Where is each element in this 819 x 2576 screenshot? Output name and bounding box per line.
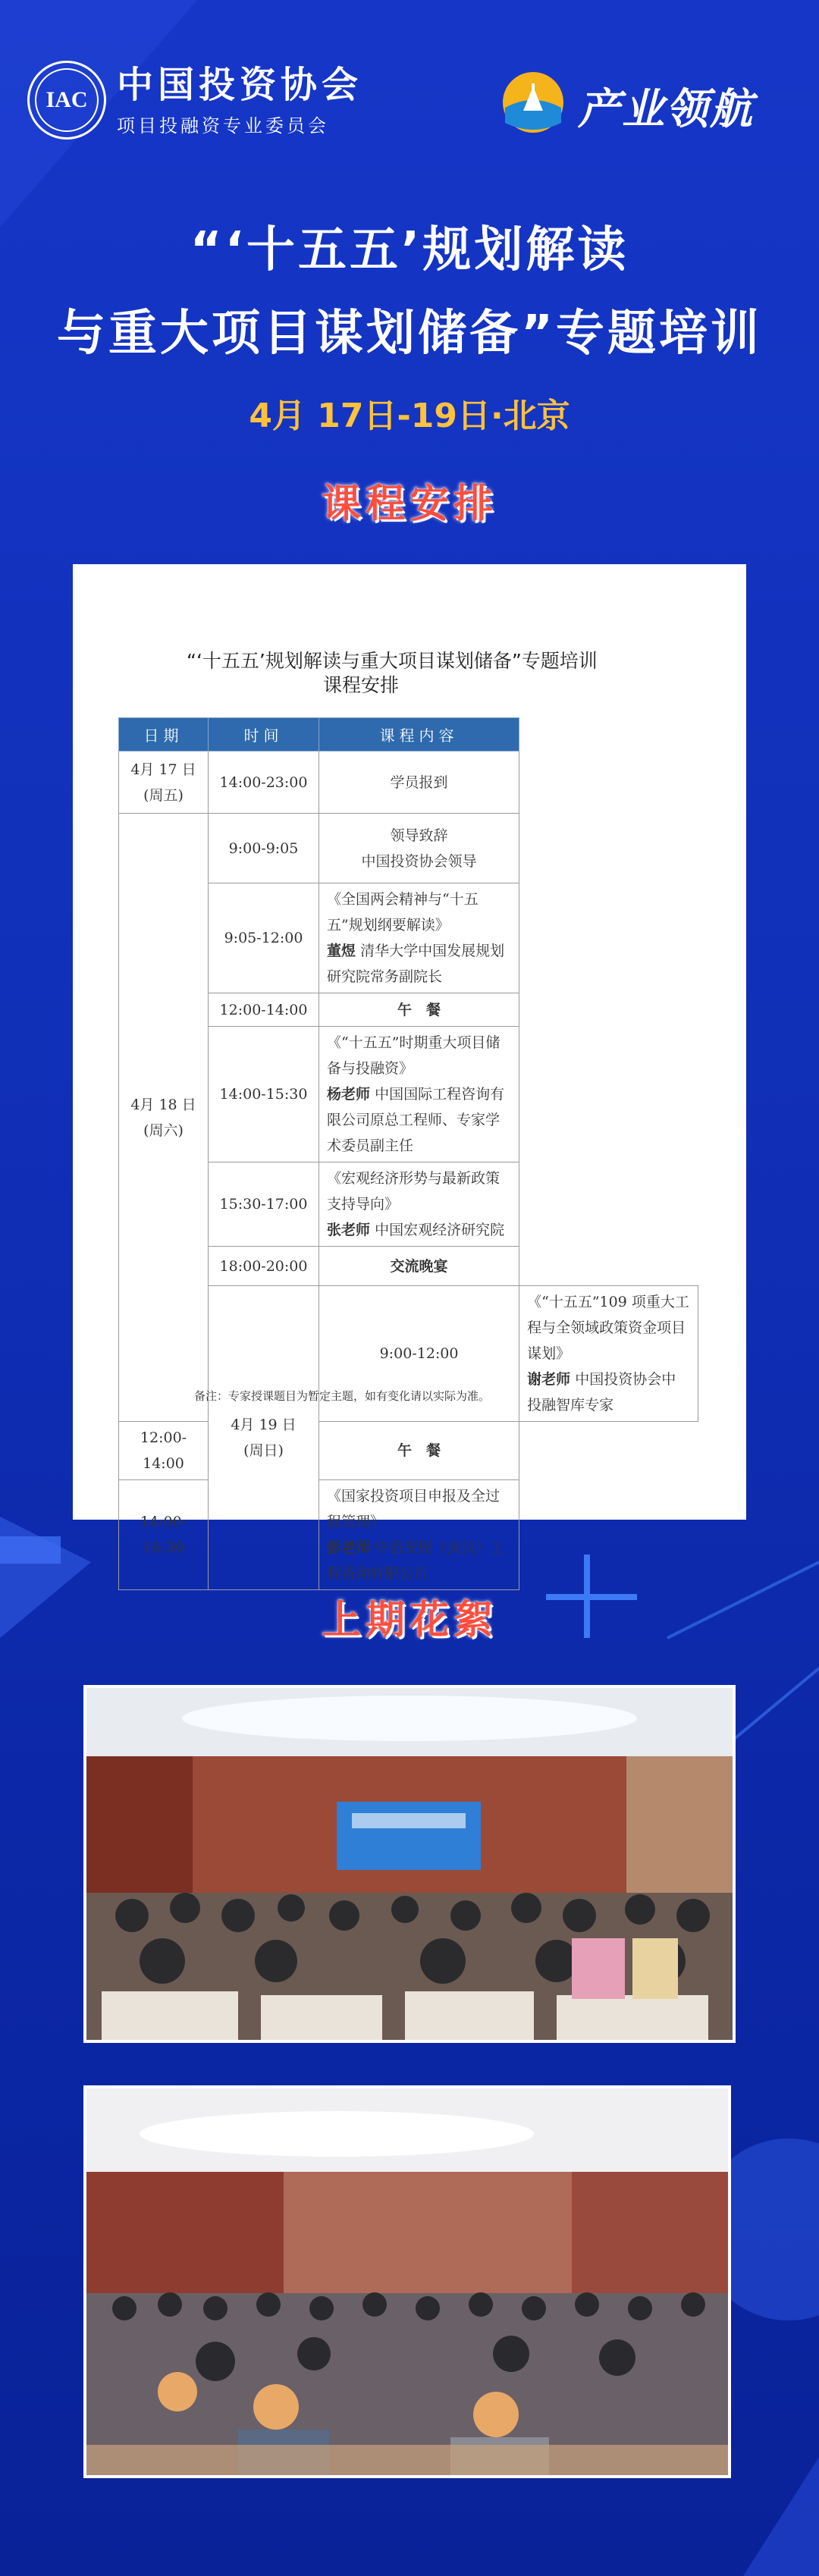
session-title: 《“十五五”109 项重大工程与全领域政策资金项目谋划》 [527,1294,689,1362]
iac-logo-text: IAC [35,68,99,132]
session-title: 《国家投资项目申报及全过程管理》 [327,1488,500,1530]
date-cell [119,751,209,814]
date: 4月 17 日 [130,761,196,778]
time-cell: 12:00-14:00 [119,1422,209,1480]
content-cell: 交流晚宴 [319,1247,519,1286]
date: 4月 19 日 [231,1417,297,1433]
time-cell: 14:00-16:30 [119,1480,209,1590]
training-classroom-image [86,2088,728,2475]
session-speaker-line [327,1535,511,1586]
event-title-line-1: “‘十五五’规划解读 [190,222,629,278]
column-header-time: 时间 [209,718,319,751]
date: 4月 18 日 [130,1096,196,1113]
session-title: 《宏观经济形势与最新政策支持导向》 [327,1170,500,1213]
committee-name: 项目投融资专业委员会 [117,115,329,136]
table-row [119,751,698,814]
session-title: 《全国两会精神与“十五五”规划纲要解读》 [327,891,479,933]
content-cell [319,883,519,993]
gallery-photo-1 [83,1685,736,2043]
time-cell: 9:00-9:05 [209,814,319,883]
content-cell [319,814,519,883]
table-row [119,1422,698,1480]
session-speaker-line [527,1366,690,1418]
association-name: 中国投资协会 [117,64,363,106]
speaker-affiliation: 中咨发展（武汉）工程咨询有限公司 [327,1539,505,1582]
date-cell [119,814,209,1422]
session-title: 领导致辞 [390,827,448,844]
conference-hall-image [86,1688,733,2040]
time-cell: 12:00-14:00 [209,993,319,1027]
weekday: (周五) [143,786,184,804]
schedule-note: 备注：专家授课题目为暂定主题，如有变化请以实际为准。 [194,1389,491,1403]
content-cell [519,1286,698,1422]
weekday: (周六) [143,1122,184,1139]
table-row [119,814,698,883]
content-cell [319,1480,519,1590]
speaker-name: 董煜 [327,943,356,959]
brand-logo-icon [500,70,566,135]
time-cell: 14:00-23:00 [209,751,319,814]
speaker-affiliation: 中国国际工程咨询有限公司原总工程师、专家学术委员副主任 [327,1086,505,1154]
weekday: (周日) [243,1442,284,1459]
speaker-name: 张老师 [327,1222,371,1238]
time-cell: 18:00-20:00 [209,1247,319,1286]
association-block [117,64,362,137]
event-date-location: 4月 17日-19日·北京 [249,397,570,435]
content-cell: 午 餐 [319,993,519,1027]
session-speaker-line [327,938,511,990]
column-header-date: 日期 [119,718,209,751]
schedule-heading: 课程安排 [321,482,497,527]
speaker-affiliation: 清华大学中国发展规划研究院常务副院长 [327,943,505,985]
speaker-name: 谢老师 [527,1371,571,1388]
iac-logo [27,61,106,140]
session-speaker-line [327,1217,511,1243]
content-cell [319,1162,519,1247]
session-title: 《“十五五”时期重大项目储备与投融资》 [327,1034,500,1077]
speaker-affiliation: 中国投资协会中投融智库专家 [527,1371,676,1414]
time-cell: 15:30-17:00 [209,1162,319,1247]
event-title-line-2: 与重大项目谋划储备”专题培训 [56,306,763,362]
speaker-affiliation: 中国宏观经济研究院 [375,1222,505,1238]
date-cell [209,1286,319,1590]
time-cell: 9:00-12:00 [319,1286,519,1422]
gallery-heading: 上期花絮 [321,1598,497,1643]
time-cell: 14:00-15:30 [209,1027,319,1162]
table-header-row [119,718,698,751]
schedule-table [118,717,698,1590]
session-speaker-line [327,1081,511,1159]
document-title: “‘十五五’规划解读与重大项目谋划储备”专题培训 [187,650,598,672]
brand-name: 产业领航 [578,85,754,134]
content-cell [319,1027,519,1162]
gallery-photo-2 [83,2085,731,2478]
document-subtitle: 课程安排 [323,674,400,696]
table-row [119,1480,698,1590]
speaker-name: 杨老师 [327,1086,371,1103]
column-header-content: 课程内容 [319,718,519,751]
content-cell: 午 餐 [319,1422,519,1480]
time-cell: 9:05-12:00 [209,883,319,993]
schedule-document [73,564,746,1582]
content-cell: 学员报到 [319,751,519,814]
session-detail: 中国投资协会领导 [361,852,477,870]
speaker-name: 彭老师 [327,1539,371,1556]
